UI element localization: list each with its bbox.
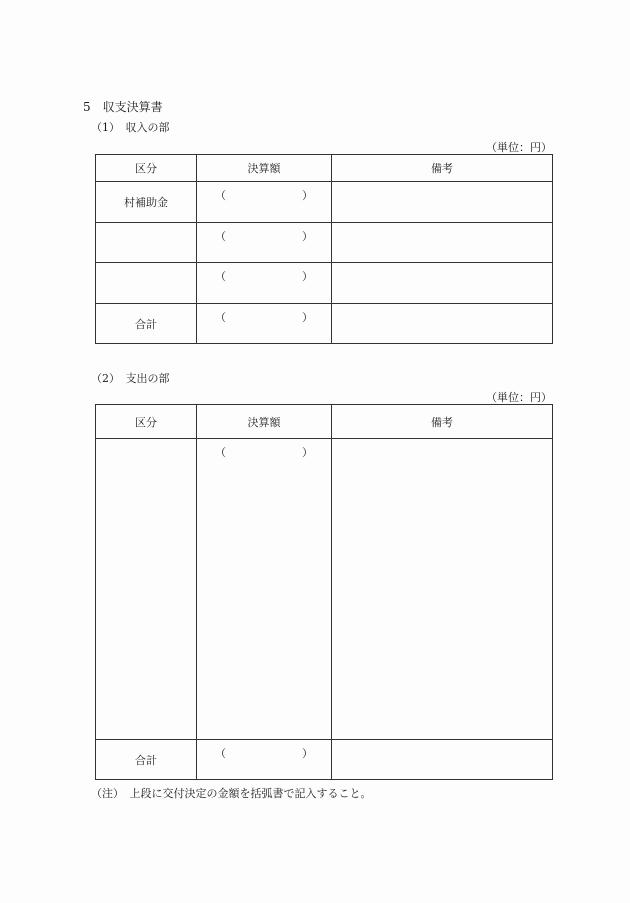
expense-remarks-cell [332, 439, 553, 740]
expense-header-row [96, 405, 553, 439]
income-heading: （1） 収入の部 [91, 121, 170, 134]
expense-unit-label: （単位：円） [486, 391, 552, 404]
section-title: 5 収支決算書 [83, 100, 163, 114]
expense-total-row [96, 740, 553, 780]
income-total-label: 合計 [96, 304, 197, 344]
income-amount-cell [197, 263, 332, 304]
header-remarks: 備考 [332, 155, 553, 182]
amount-parentheses: （ ） [215, 270, 313, 283]
income-amount-cell [197, 223, 332, 263]
income-amount-cell [197, 182, 332, 223]
income-header-row [96, 155, 553, 182]
income-remarks-cell [332, 263, 553, 304]
income-total-row [96, 304, 553, 344]
header-amount: 決算額 [197, 155, 332, 182]
expense-heading: （2） 支出の部 [91, 372, 170, 385]
amount-parentheses: （ ） [215, 189, 313, 202]
income-remarks-cell [332, 223, 553, 263]
amount-parentheses: （ ） [215, 311, 313, 324]
footnote: （注） 上段に交付決定の金額を括弧書で記入すること。 [91, 787, 372, 800]
expense-total-remarks-cell [332, 740, 553, 780]
expense-category-cell [96, 439, 197, 740]
header-amount: 決算額 [197, 405, 332, 439]
table-row [96, 263, 553, 304]
table-row [96, 439, 553, 740]
expense-table [95, 404, 553, 780]
amount-parentheses: （ ） [215, 747, 313, 760]
income-table [95, 154, 553, 344]
amount-parentheses: （ ） [215, 230, 313, 243]
amount-parentheses: （ ） [215, 446, 313, 459]
table-row [96, 223, 553, 263]
income-total-remarks-cell [332, 304, 553, 344]
expense-amount-cell [197, 439, 332, 740]
header-category: 区分 [96, 155, 197, 182]
income-category-cell [96, 223, 197, 263]
income-category: 村補助金 [124, 196, 168, 209]
income-category-cell [96, 182, 197, 223]
income-unit-label: （単位：円） [486, 141, 552, 154]
header-remarks: 備考 [332, 405, 553, 439]
header-category: 区分 [96, 405, 197, 439]
expense-total-label: 合計 [96, 740, 197, 780]
table-row [96, 182, 553, 223]
income-category-cell [96, 263, 197, 304]
income-remarks-cell [332, 182, 553, 223]
income-total-amount-cell [197, 304, 332, 344]
expense-total-amount-cell [197, 740, 332, 780]
